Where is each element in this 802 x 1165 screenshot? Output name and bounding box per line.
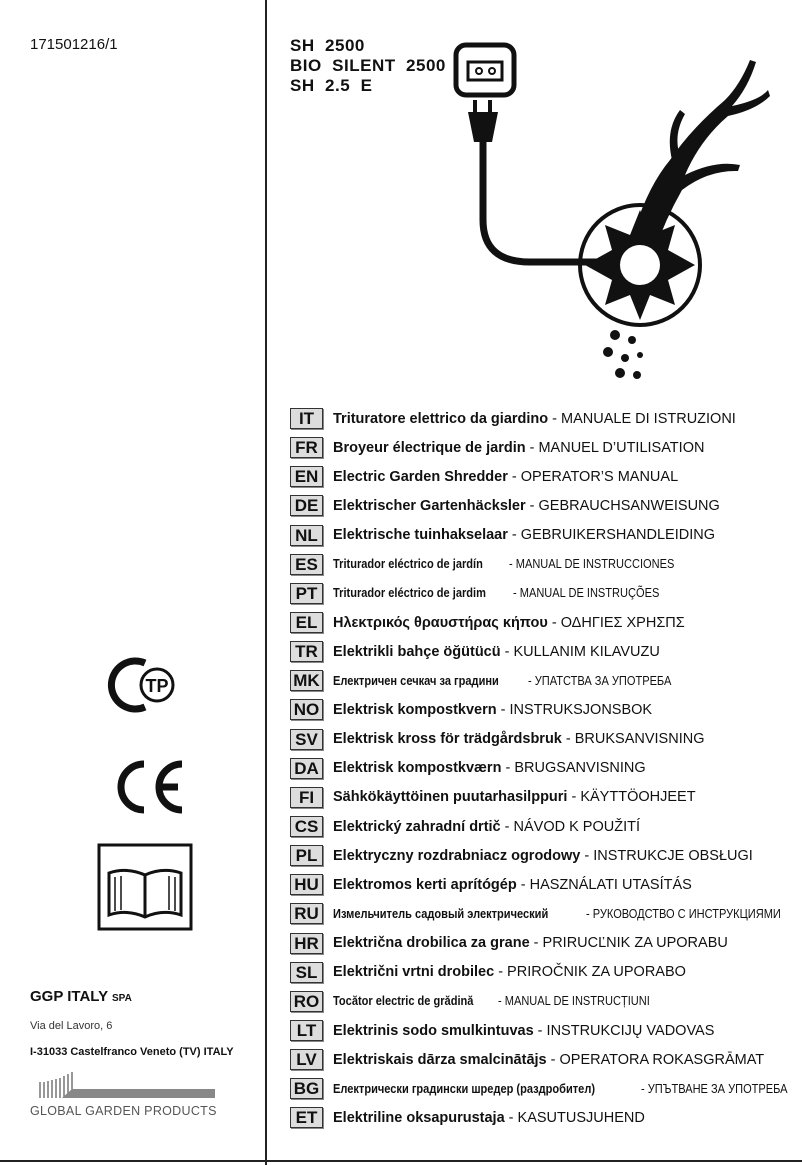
model-name: SH 2.5 E (290, 76, 373, 95)
language-row-de (290, 491, 802, 520)
product-title: Broyeur électrique de jardin (333, 439, 526, 456)
product-title: Електрически градински шредер (раздробител) (333, 1080, 596, 1096)
shredder-illustration (440, 40, 770, 390)
language-code-badge: NL (290, 525, 323, 546)
branch-icon (630, 60, 770, 250)
product-title: Elektrisk kross för trädgårdsbruk (333, 731, 562, 748)
language-row-tr (290, 637, 802, 666)
language-row-it (290, 404, 802, 433)
language-code-badge: ET (290, 1107, 323, 1128)
language-code-badge: NO (290, 699, 323, 720)
company-city: I-31033 Castelfranco Veneto (TV) ITALY (30, 1046, 234, 1058)
language-code-badge: FI (290, 787, 323, 808)
language-row-pt (290, 579, 802, 608)
manual-type: - BRUKSANVISNING (561, 731, 705, 748)
language-code-badge: DA (290, 758, 323, 779)
product-title: Ηλεκτρικός θραυστήρας κήπου (333, 614, 548, 631)
ggp-logo (38, 1070, 218, 1100)
language-row-el (290, 608, 802, 637)
language-code-badge: PT (290, 583, 323, 604)
language-row-en (290, 462, 802, 491)
language-row-da (290, 754, 802, 783)
product-title: Elektrikli bahçe öğütücü (333, 643, 501, 660)
language-row-bg (290, 1074, 802, 1103)
manual-type: - HASZNÁLATI UTASÍTÁS (516, 876, 692, 893)
manual-type: - MANUAL DE INSTRUCȚIUNI (498, 993, 651, 1009)
manual-type: - KASUTUSJUHEND (504, 1109, 645, 1126)
product-title: Electric Garden Shredder (333, 468, 508, 485)
language-list (290, 404, 802, 1133)
product-title: Elektromos kerti aprítógép (333, 876, 517, 893)
product-title: Електричен сечкач за градини (333, 672, 499, 688)
ce-mark-logo (110, 758, 190, 816)
language-row-et (290, 1103, 802, 1132)
product-title: Elektriline oksapurustaja (333, 1109, 505, 1126)
manual-type: - РУКОВОДСТВО С ИНСТРУКЦИЯМИ (586, 905, 782, 921)
language-row-fi (290, 783, 802, 812)
plug-socket-icon (456, 45, 600, 262)
language-code-badge: SV (290, 729, 323, 750)
language-row-mk (290, 666, 802, 695)
product-title: Trituratore elettrico da giardino (333, 410, 549, 427)
manual-type: - MANUEL D’UTILISATION (525, 439, 705, 456)
language-code-badge: FR (290, 437, 323, 458)
manual-type: - MANUAL DE INSTRUÇÕES (512, 585, 660, 601)
chips-icon (603, 330, 643, 379)
model-name: BIO SILENT 2500 (290, 56, 446, 75)
product-title: Измельчитель садовый электрический (333, 905, 549, 921)
language-row-lv (290, 1045, 802, 1074)
divider-vertical (265, 0, 267, 1165)
company-name-text: GGP ITALY (30, 988, 108, 1005)
product-title: Elektrische tuinhakselaar (333, 527, 508, 544)
language-row-no (290, 695, 802, 724)
product-title: Elektrický zahradní drtič (333, 818, 501, 835)
read-manual-book-icon (97, 843, 193, 931)
language-row-sl (290, 958, 802, 987)
manual-type: - ΟΔΗΓΙΕΣ ΧΡΗΣΠΣ (547, 614, 685, 631)
language-row-lt (290, 1016, 802, 1045)
manual-type: - KÄYTTÖOHJEET (567, 789, 696, 806)
language-row-sv (290, 725, 802, 754)
manual-type: - OPERATOR’S MANUAL (507, 468, 679, 485)
manual-type: - KULLANIM KILAVUZU (500, 643, 660, 660)
manual-type: - NÁVOD K POUŽITÍ (500, 818, 640, 835)
language-row-fr (290, 433, 802, 462)
language-code-badge: ES (290, 554, 323, 575)
product-title: Elektrisk kompostkvern (333, 701, 497, 718)
language-code-badge: LT (290, 1020, 323, 1041)
language-row-hu (290, 870, 802, 899)
language-code-badge: MK (290, 670, 323, 691)
manual-type: - MANUAL DE INSTRUCCIONES (509, 556, 675, 572)
language-code-badge: LV (290, 1049, 323, 1070)
document-number: 171501216/1 (30, 36, 118, 53)
svg-text:TP: TP (145, 676, 169, 696)
language-row-cs (290, 812, 802, 841)
manual-type: - PRIRUCĽNIK ZA UPORABU (529, 935, 728, 952)
product-title: Elektrisk kompostkværn (333, 760, 502, 777)
language-row-pl (290, 841, 802, 870)
product-title: Električni vrtni drobilec (333, 964, 495, 981)
manual-type: - PRIROČNIK ZA UPORABO (494, 964, 686, 981)
language-code-badge: RO (290, 991, 323, 1012)
product-title: Električna drobilica za grane (333, 935, 530, 952)
eac-certification-logo (105, 655, 185, 715)
manual-type: - INSTRUKCIJŲ VADOVAS (533, 1022, 715, 1039)
language-row-nl (290, 521, 802, 550)
manual-type: - GEBRUIKERSHANDLEIDING (507, 527, 715, 544)
manual-type: - BRUGSANVISNING (501, 760, 646, 777)
language-code-badge: HU (290, 874, 323, 895)
language-code-badge: DE (290, 495, 323, 516)
manual-type: - MANUALE DI ISTRUZIONI (548, 410, 736, 427)
product-title: Elektriskais dārza smalcinātājs (333, 1051, 547, 1068)
company-brand: GLOBAL GARDEN PRODUCTS (30, 1104, 217, 1118)
model-list (290, 36, 446, 96)
manual-type: - INSTRUKSJONSBOK (496, 701, 653, 718)
manual-type: - УПАТСТВА ЗА УПОТРЕБА (528, 672, 672, 688)
language-row-ru (290, 899, 802, 928)
product-title: Tocător electric de grădină (333, 993, 474, 1009)
cutter-blade-icon (580, 205, 700, 325)
manual-type: - GEBRAUCHSANWEISUNG (525, 497, 720, 514)
language-row-ro (290, 987, 802, 1016)
language-code-badge: EL (290, 612, 323, 633)
company-suffix: SPA (111, 993, 132, 1004)
language-code-badge: BG (290, 1078, 323, 1099)
model-name: SH 2500 (290, 36, 365, 55)
manual-type: - OPERATORA ROKASGRĀMAT (546, 1051, 765, 1068)
language-code-badge: HR (290, 933, 323, 954)
language-code-badge: TR (290, 641, 323, 662)
divider-bottom (0, 1160, 802, 1162)
language-code-badge: PL (290, 845, 323, 866)
language-code-badge: RU (290, 903, 323, 924)
product-title: Elektryczny rozdrabniacz ogrodowy (333, 847, 581, 864)
product-title: Elektrinis sodo smulkintuvas (333, 1022, 534, 1039)
product-title: Triturador eléctrico de jardim (333, 585, 486, 601)
language-row-es (290, 550, 802, 579)
product-title: Sähkökäyttöinen puutarhasilppuri (333, 789, 568, 806)
language-code-badge: IT (290, 408, 323, 429)
language-code-badge: EN (290, 466, 323, 487)
company-info (30, 988, 234, 1118)
company-name (30, 988, 234, 1005)
company-street: Via del Lavoro, 6 (30, 1020, 113, 1032)
manual-type: - INSTRUKCJE OBSŁUGI (580, 847, 753, 864)
language-row-hr (290, 929, 802, 958)
product-title: Elektrischer Gartenhäcksler (333, 497, 526, 514)
manual-type: - УПЪТВАНЕ ЗА УПОТРЕБА (641, 1080, 788, 1096)
language-code-badge: CS (290, 816, 323, 837)
product-title: Triturador eléctrico de jardín (333, 556, 483, 572)
language-code-badge: SL (290, 962, 323, 983)
